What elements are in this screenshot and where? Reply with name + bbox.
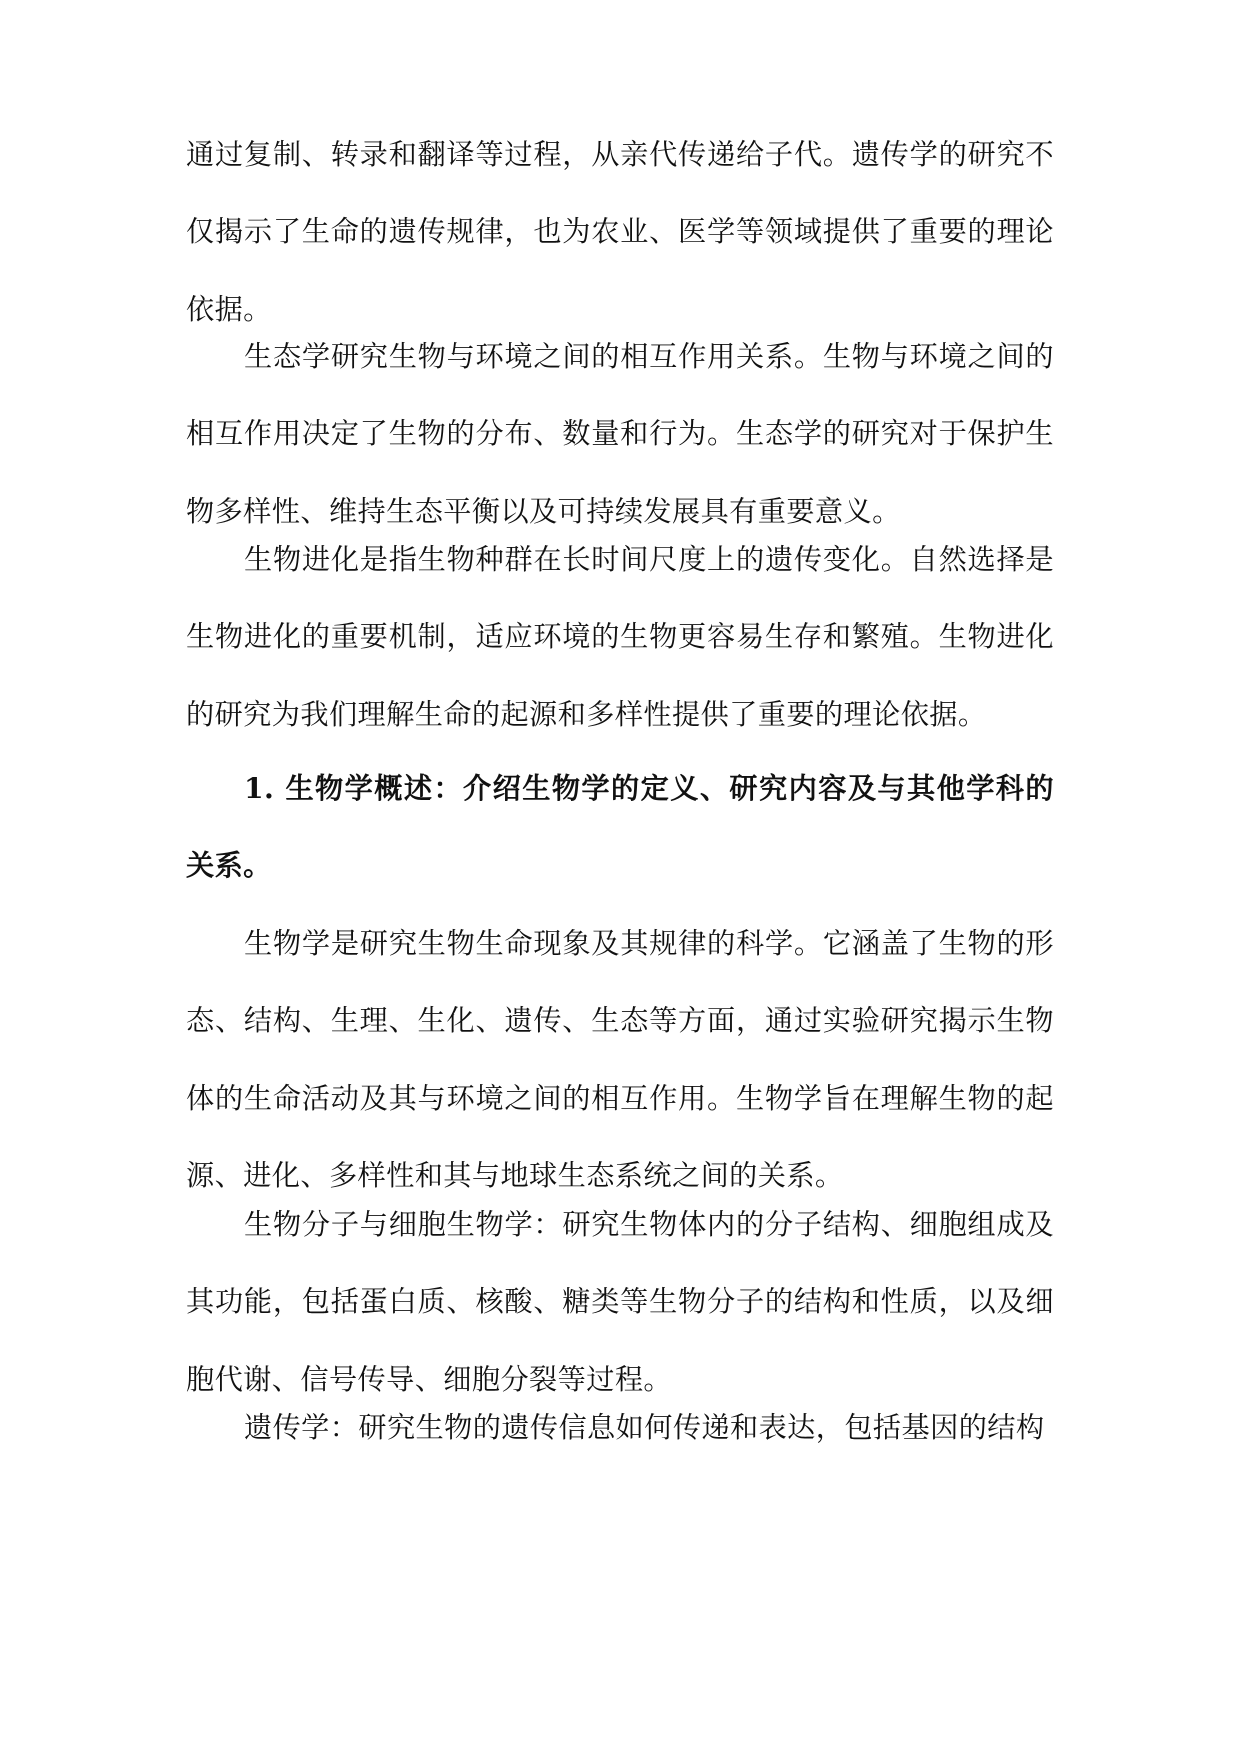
paragraph-ecology: 生态学研究生物与环境之间的相互作用关系。生物与环境之间的相互作用决定了生物的分布、数量和行为。生态学的研究对于保护生物多样性、维持生态平衡以及可持续发展具有重要意义。 (186, 340, 1054, 528)
paragraph-genetics: 遗传学：研究生物的遗传信息如何传递和表达，包括基因的结构 (244, 1411, 1045, 1444)
paragraph-evolution: 生物进化是指生物种群在长时间尺度上的遗传变化。自然选择是生物进化的重要机制，适应环境的生物更容易生存和繁殖。生物进化的研究为我们理解生命的起源和多样性提供了重要的理论依据。 (186, 543, 1054, 731)
paragraph-genetics-continued: 通过复制、转录和翻译等过程，从亲代传递给子代。遗传学的研究不仅揭示了生命的遗传规律，也为农业、医学等领域提供了重要的理论依据。 (186, 138, 1054, 326)
paragraph-molecular-cell-biology: 生物分子与细胞生物学：研究生物体内的分子结构、细胞组成及其功能，包括蛋白质、核酸、糖类等生物分子的结构和性质，以及细胞代谢、信号传导、细胞分裂等过程。 (186, 1208, 1054, 1396)
section-heading: 1. 生物学概述：介绍生物学的定义、研究内容及与其他学科的关系。 (186, 772, 1054, 883)
paragraph-biology-definition: 生物学是研究生物生命现象及其规律的科学。它涵盖了生物的形态、结构、生理、生化、遗传、生态等方面，通过实验研究揭示生物体的生命活动及其与环境之间的相互作用。生物学旨在理解生物的起源、进化、多样性和其与地球生态系统之间的关系。 (186, 927, 1054, 1192)
